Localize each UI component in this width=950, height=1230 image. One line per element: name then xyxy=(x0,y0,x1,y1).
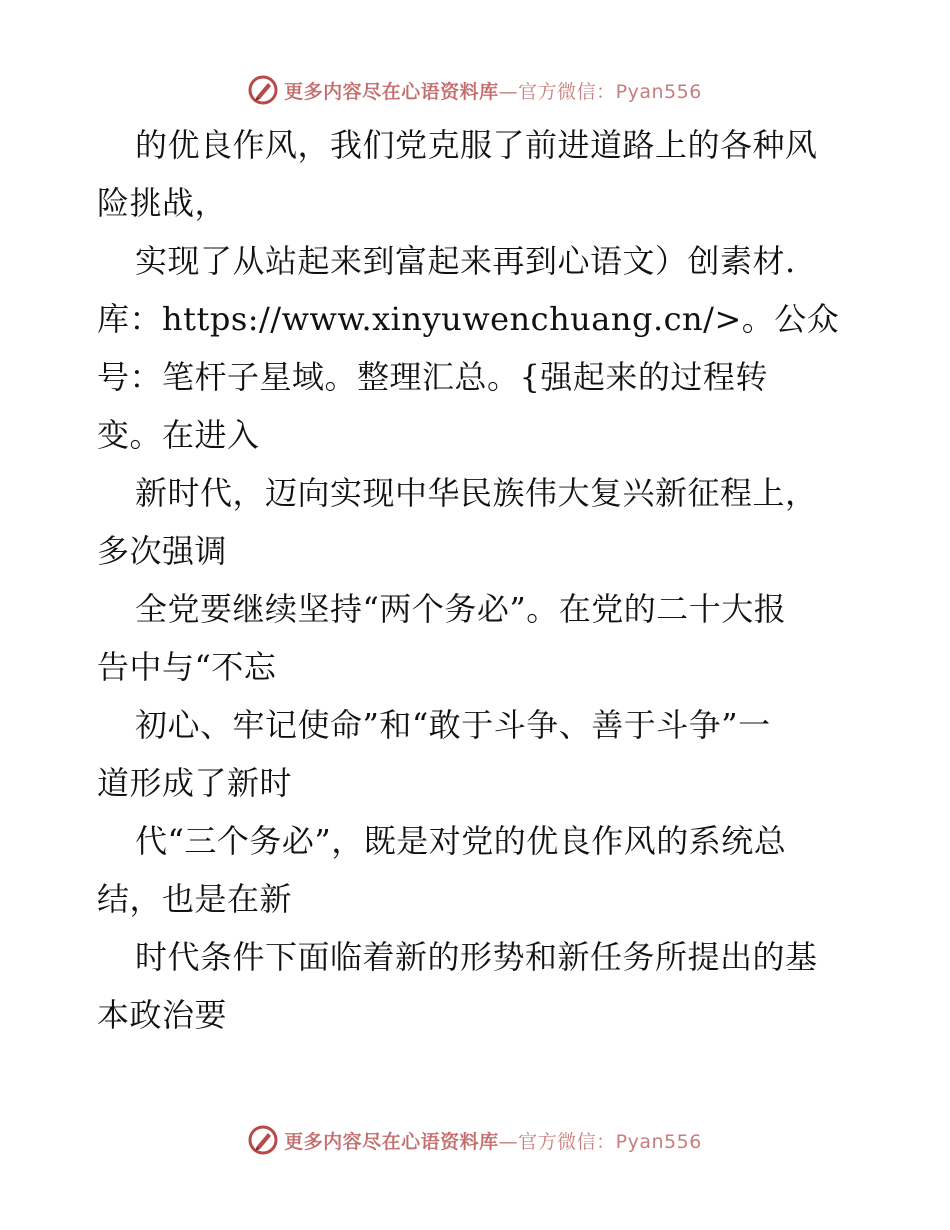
body-text-line: 时代条件下面临着新的形势和新任务所提出的基 xyxy=(135,938,818,976)
header-banner-main: 更多内容尽在心语资料库 xyxy=(284,80,499,103)
footer-banner-main: 更多内容尽在心语资料库 xyxy=(284,1130,499,1153)
pen-logo-icon xyxy=(248,75,278,105)
body-text-line: 全党要继续坚持“两个务必”。在党的二十大报 xyxy=(135,590,787,628)
document-body xyxy=(97,116,857,1044)
body-text-line: 实现了从站起来到富起来再到心语文）创素材. xyxy=(135,242,796,280)
body-text-line: 变。在进入 xyxy=(97,416,260,454)
body-text-line: 道形成了新时 xyxy=(97,764,293,802)
footer-banner-text xyxy=(284,1127,702,1154)
body-text-line: 险挑战， xyxy=(97,184,228,222)
body-text-line: 代“三个务必”，既是对党的优良作风的系统总 xyxy=(135,822,787,860)
pen-logo-icon xyxy=(248,1125,278,1155)
body-text-line: 告中与“不忘 xyxy=(97,648,277,686)
body-text-line: 本政治要 xyxy=(97,996,228,1034)
body-text-line: 库：https://www.xinyuwenchuang.cn/>。公众 xyxy=(97,300,840,338)
footer-banner-sub: —官方微信：Pyan556 xyxy=(498,1130,702,1153)
footer-banner xyxy=(0,1120,950,1160)
header-banner xyxy=(0,70,950,110)
body-text-line: 的优良作风，我们党克服了前进道路上的各种风 xyxy=(135,126,818,164)
body-text-line: 结，也是在新 xyxy=(97,880,293,918)
body-text-line: 新时代，迈向实现中华民族伟大复兴新征程上， xyxy=(135,474,818,512)
header-banner-text xyxy=(284,77,702,104)
body-text-line: 多次强调 xyxy=(97,532,228,570)
body-text-line: 号：笔杆子星域。整理汇总。{强起来的过程转 xyxy=(97,358,768,396)
header-banner-sub: —官方微信：Pyan556 xyxy=(498,80,702,103)
body-text-line: 初心、牢记使命”和“敢于斗争、善于斗争”一 xyxy=(135,706,771,744)
